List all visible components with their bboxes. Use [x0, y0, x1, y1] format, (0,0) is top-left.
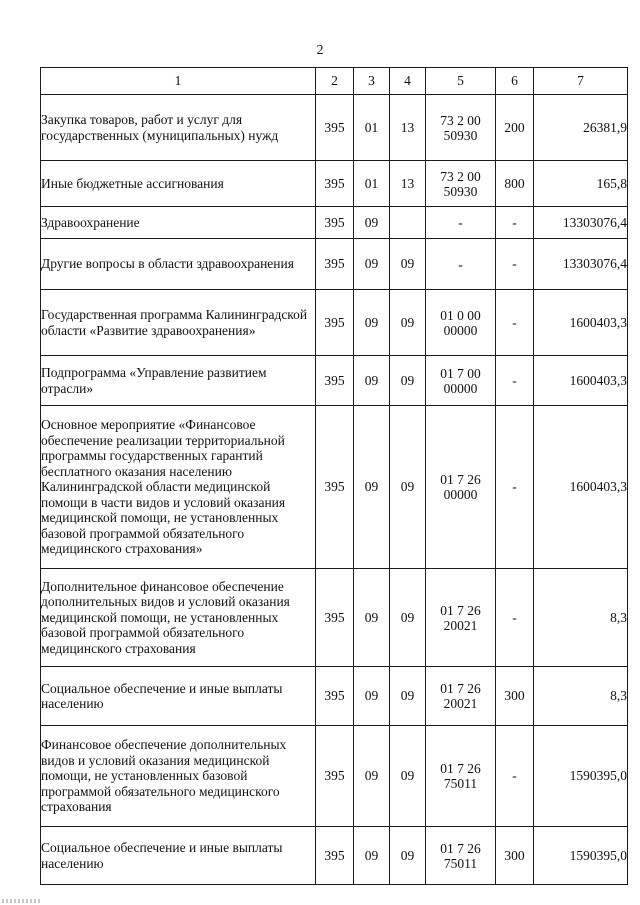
row-sum: 8,3 — [534, 667, 628, 726]
row-target-article-line-1: - — [458, 215, 463, 230]
row-sum: 1600403,3 — [534, 406, 628, 569]
table-row — [41, 95, 628, 161]
row-admin-code: 395 — [316, 726, 354, 827]
table-row — [41, 161, 628, 207]
header-col-5: 5 — [426, 68, 496, 95]
row-target-article-line-1: 01 7 26 — [440, 472, 481, 487]
row-name: Здравоохранение — [41, 207, 316, 239]
row-section-code: 09 — [354, 290, 390, 356]
row-target-article — [426, 356, 496, 406]
row-expense-type: - — [496, 239, 534, 290]
row-admin-code: 395 — [316, 827, 354, 885]
header-col-3: 3 — [354, 68, 390, 95]
row-target-article — [426, 569, 496, 667]
row-sum: 1600403,3 — [534, 356, 628, 406]
row-target-article — [426, 95, 496, 161]
row-admin-code: 395 — [316, 207, 354, 239]
row-sum: 13303076,4 — [534, 207, 628, 239]
row-target-article — [426, 207, 496, 239]
row-expense-type: - — [496, 406, 534, 569]
row-target-article-line-1: - — [458, 256, 463, 272]
row-target-article-line-1: 01 7 26 — [440, 840, 481, 856]
row-expense-type: - — [496, 356, 534, 406]
row-expense-type: 300 — [496, 827, 534, 885]
row-expense-type: 200 — [496, 95, 534, 161]
row-target-article-line-1: 01 7 26 — [440, 681, 481, 696]
row-expense-type: - — [496, 207, 534, 239]
row-name: Дополнительное финансовое обеспечение дополнительных видов и условий оказания медицинской помощи, не установленных базовой программой обязательного медицинского страхования — [41, 569, 316, 667]
row-section-code: 09 — [354, 239, 390, 290]
row-section-code: 09 — [354, 356, 390, 406]
row-sum: 1590395,0 — [534, 827, 628, 885]
row-admin-code: 395 — [316, 406, 354, 569]
row-admin-code: 395 — [316, 161, 354, 207]
row-section-code: 09 — [354, 726, 390, 827]
header-col-1: 1 — [41, 68, 316, 95]
table-row — [41, 569, 628, 667]
row-admin-code: 395 — [316, 569, 354, 667]
row-target-article-line-1: 01 7 26 — [440, 602, 481, 618]
row-target-article — [426, 239, 496, 290]
row-name: Другие вопросы в области здравоохранения — [41, 239, 316, 290]
row-subsection-code: 13 — [390, 161, 426, 207]
header-col-4: 4 — [390, 68, 426, 95]
row-target-article-line-2: 20021 — [443, 617, 478, 633]
row-sum: 165,8 — [534, 161, 628, 207]
row-name: Иные бюджетные ассигнования — [41, 161, 316, 207]
row-admin-code: 395 — [316, 356, 354, 406]
row-sum: 8,3 — [534, 569, 628, 667]
row-section-code: 01 — [354, 95, 390, 161]
row-target-article-line-2: 00000 — [443, 322, 478, 338]
row-subsection-code: 13 — [390, 95, 426, 161]
row-name: Основное мероприятие «Финансовое обеспечение реализации территориальной программы государственных гарантий бесплатного оказания населению Калининградской области медицинской помощи в части видов и условий оказания медицинской помощи, не установленных базовой программой обязательного медицинского страхования» — [41, 406, 316, 569]
table-header-row — [41, 68, 628, 95]
table-row — [41, 827, 628, 885]
row-section-code: 09 — [354, 569, 390, 667]
row-admin-code: 395 — [316, 95, 354, 161]
row-name: Социальное обеспечение и иные выплаты населению — [41, 827, 316, 885]
budget-table — [40, 67, 628, 885]
row-admin-code: 395 — [316, 239, 354, 290]
row-name: Подпрограмма «Управление развитием отрасли» — [41, 356, 316, 406]
row-target-article — [426, 290, 496, 356]
header-col-6: 6 — [496, 68, 534, 95]
row-target-article-line-1: 01 0 00 — [440, 307, 481, 323]
row-target-article-line-2: 50930 — [443, 127, 478, 143]
row-expense-type: - — [496, 569, 534, 667]
table-row — [41, 406, 628, 569]
row-target-article-line-1: 01 7 26 — [440, 761, 481, 776]
row-target-article — [426, 667, 496, 726]
row-admin-code: 395 — [316, 290, 354, 356]
row-sum: 13303076,4 — [534, 239, 628, 290]
row-target-article — [426, 827, 496, 885]
row-subsection-code: 09 — [390, 239, 426, 290]
row-name: Социальное обеспечение и иные выплаты населению — [41, 667, 316, 726]
row-target-article — [426, 406, 496, 569]
row-expense-type: - — [496, 726, 534, 827]
row-target-article-line-1: 01 7 00 — [440, 365, 481, 381]
row-subsection-code: 09 — [390, 356, 426, 406]
page-number: 2 — [316, 43, 324, 58]
row-expense-type: 800 — [496, 161, 534, 207]
row-target-article-line-1: 73 2 00 — [440, 168, 481, 184]
row-section-code: 09 — [354, 406, 390, 569]
row-section-code: 01 — [354, 161, 390, 207]
row-sum: 26381,9 — [534, 95, 628, 161]
header-col-2: 2 — [316, 68, 354, 95]
row-subsection-code: 09 — [390, 406, 426, 569]
row-subsection-code: 09 — [390, 290, 426, 356]
table-row — [41, 207, 628, 239]
row-expense-type: - — [496, 290, 534, 356]
row-expense-type: 300 — [496, 667, 534, 726]
row-target-article-line-2: 00000 — [443, 380, 478, 396]
row-subsection-code — [390, 207, 426, 239]
row-target-article-line-2: 75011 — [443, 855, 478, 871]
row-section-code: 09 — [354, 207, 390, 239]
row-subsection-code: 09 — [390, 569, 426, 667]
row-name: Закупка товаров, работ и услуг для государственных (муниципальных) нужд — [41, 95, 316, 161]
scan-footer-mark — [2, 899, 42, 903]
row-target-article-line-2: 75011 — [443, 776, 478, 791]
row-subsection-code: 09 — [390, 667, 426, 726]
table-row — [41, 356, 628, 406]
row-target-article-line-2: 00000 — [443, 487, 478, 502]
header-col-7: 7 — [534, 68, 628, 95]
row-subsection-code: 09 — [390, 827, 426, 885]
row-admin-code: 395 — [316, 667, 354, 726]
row-section-code: 09 — [354, 667, 390, 726]
table-row — [41, 290, 628, 356]
row-subsection-code: 09 — [390, 726, 426, 827]
row-target-article-line-2: 20021 — [443, 696, 478, 711]
table-row — [41, 726, 628, 827]
row-name: Финансовое обеспечение дополнительных видов и условий оказания медицинской помощи, не установленных базовой программой обязательного медицинского страхования — [41, 726, 316, 827]
row-target-article — [426, 161, 496, 207]
table-row — [41, 667, 628, 726]
row-name: Государственная программа Калининградской области «Развитие здравоохранения» — [41, 290, 316, 356]
row-target-article — [426, 726, 496, 827]
row-sum: 1600403,3 — [534, 290, 628, 356]
row-target-article-line-2: 50930 — [443, 183, 478, 199]
table-row — [41, 239, 628, 290]
row-sum: 1590395,0 — [534, 726, 628, 827]
row-target-article-line-1: 73 2 00 — [440, 112, 481, 128]
row-section-code: 09 — [354, 827, 390, 885]
